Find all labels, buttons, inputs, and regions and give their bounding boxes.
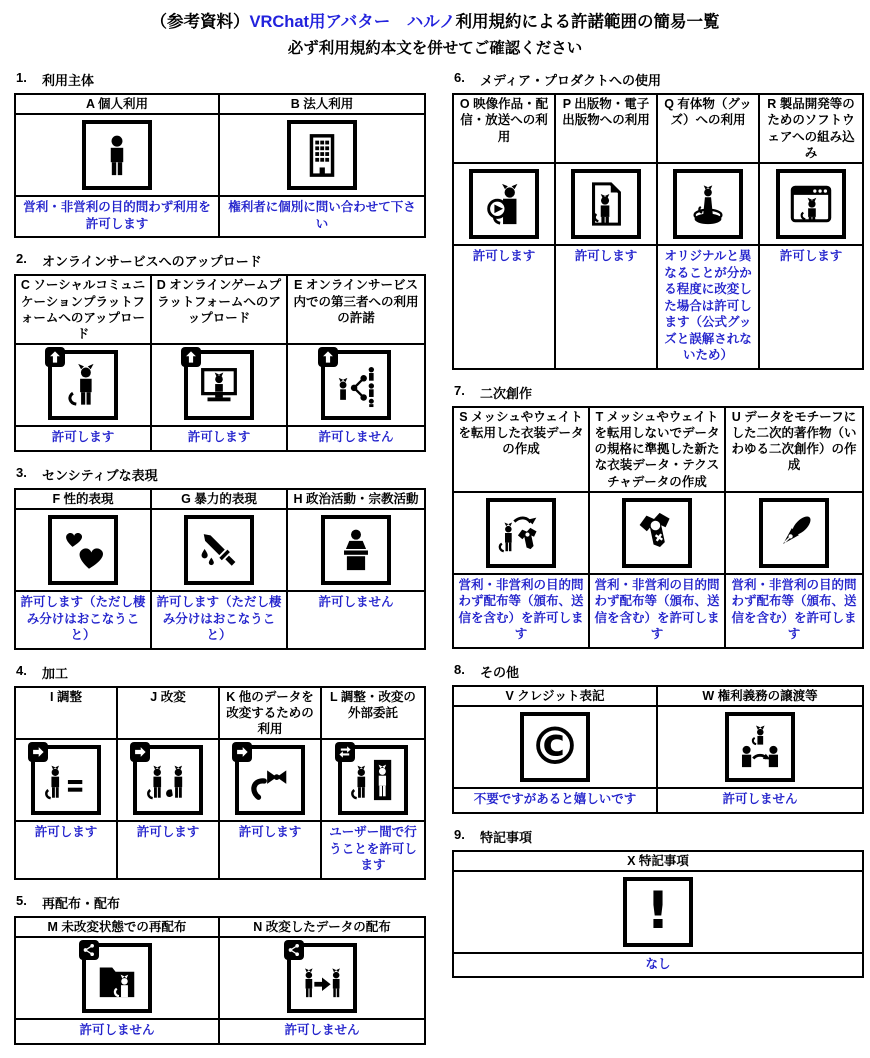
section-label: 利用主体 [42,73,95,88]
cell-a-icon-cell [16,115,220,197]
section-usage-subject [14,70,426,238]
section-special-notes [452,827,864,979]
section-modification [14,663,426,880]
section-heading [16,893,426,912]
upload-badge-icon [181,347,201,367]
cell-p-header: P 出版物・電子出版物への利用 [556,95,658,164]
section-number: 6. [454,70,465,85]
cell-e-result: 許可しません [318,430,394,445]
title-subtitle: 必ず利用規約本文を併せてご確認ください [287,40,583,57]
cell-j-result: 許可します [118,822,220,878]
cell-r-icon-cell [760,164,862,246]
building-icon [287,120,357,190]
cell-n-header: N 改変したデータの配布 [220,918,424,938]
cell-k-header: K 他のデータを改変するための利用 [220,688,322,741]
cell-b-result: 権利者に個別に問い合わせて下さい [228,200,416,231]
permission-table [14,93,426,238]
modify-arrow-badge-icon [232,742,252,762]
outsource-swap-badge-icon [335,742,355,762]
cell-v-header: V クレジット表記 [454,687,658,707]
share-badge-icon [79,940,99,960]
cell-m-icon-cell [16,938,220,1020]
cell-h-icon-cell [288,510,424,592]
cell-n-icon-cell [220,938,424,1020]
cell-f-icon-cell [16,510,152,592]
permission-table [14,916,426,1045]
section-derivative-works [452,383,864,649]
distribute-modified-icon [287,943,357,1013]
cell-v-icon-cell [454,707,658,789]
section-heading [16,465,426,484]
title-prefix: （参考資料） [150,13,250,31]
section-label: 加工 [42,665,69,681]
section-label: オンラインサービスへのアップロード [42,254,262,270]
modify-arrow-badge-icon [130,742,150,762]
cell-f-header: F 性的表現 [16,490,152,510]
cell-c-result: 許可します [16,427,152,450]
cell-g-result: 許可します（ただし棲み分けはおこなうこと） [152,592,288,648]
cell-t-icon-cell [590,493,726,575]
section-heading [16,663,426,682]
cell-q-header: Q 有体物（グッズ）への利用 [658,95,760,164]
section-label: その他 [480,664,520,680]
upload-social-icon [48,350,118,420]
cell-i-icon-cell [16,740,118,822]
two-column-layout [0,70,870,1058]
pen-icon [759,498,829,568]
costume-new-icon [622,498,692,568]
permission-table [14,488,426,650]
cell-d-result: 許可します [152,427,288,450]
cell-w-icon-cell [658,707,862,789]
cell-b-icon-cell [220,115,424,197]
cell-u-icon-cell [726,493,862,575]
exclamation-icon: ! [623,877,693,947]
permission-table [14,686,426,880]
section-heading [454,827,864,846]
cell-i-result: 許可します [16,822,118,878]
section-number: 8. [454,661,465,677]
section-online-upload [14,251,426,452]
section-heading [16,251,426,270]
section-number: 4. [16,662,27,678]
cell-p-result: 許可します [556,246,658,368]
cell-g-icon-cell [152,510,288,592]
permission-table [14,274,426,452]
adjust-icon [31,745,101,815]
cell-t-header: T メッシュやウェイトを転用しないでデータの規格に準拠した新たな衣装データ・テクスチャデータの作成 [590,408,726,493]
section-label: 二次創作 [480,385,533,401]
cell-p-icon-cell [556,164,658,246]
section-number: 5. [16,892,27,908]
cell-x-result: なし [645,956,671,971]
section-heading [454,662,864,681]
cell-l-header: L 調整・改変の外部委託 [322,688,424,741]
copyright-icon: © [520,712,590,782]
cell-h-header: H 政治活動・宗教活動 [288,490,424,510]
permission-table [452,93,864,370]
cell-m-result: 許可しません [16,1020,220,1043]
cell-d-icon-cell [152,345,288,427]
person-icon [82,120,152,190]
cell-f-result: 許可します（ただし棲み分けはおこなうこと） [16,592,152,648]
cell-r-header: R 製品開発等のためのソフトウェアへの組み込み [760,95,862,164]
cell-c-icon-cell [16,345,152,427]
cell-m-header: M 未改変状態での再配布 [16,918,220,938]
hearts-icon [48,515,118,585]
section-sensitive-expression [14,465,426,650]
cell-k-icon-cell [220,740,322,822]
cell-e-icon-cell [288,345,424,427]
cell-s-header: S メッシュやウェイトを転用した衣装データの作成 [454,408,590,493]
cell-j-header: J 改変 [118,688,220,741]
upload-third-party-icon [321,350,391,420]
right-column [452,70,864,991]
cell-q-icon-cell [658,164,760,246]
modify-arrow-badge-icon [28,742,48,762]
cell-a-header: A 個人利用 [16,95,220,115]
cell-n-result: 許可しません [284,1023,360,1037]
cell-u-header: U データをモチーフにした二次的著作物（いわゆる二次創作）の作成 [726,408,862,493]
publication-icon [571,169,641,239]
section-number: 3. [16,464,27,480]
title-suffix: 利用規約による許諾範囲の簡易一覧 [455,13,720,31]
transfer-rights-icon [725,712,795,782]
upload-game-icon [184,350,254,420]
permission-table [452,406,864,649]
costume-reuse-icon [486,498,556,568]
cell-q-result: オリジナルと異なることが分かる程度に改変した場合は許可します（公式グッズと誤解されないため） [658,246,760,368]
title-line1 [0,8,870,32]
section-label: 特記事項 [480,829,533,845]
cell-o-icon-cell [454,164,556,246]
cell-h-result: 許可しません [318,595,394,609]
cell-j-icon-cell [118,740,220,822]
video-icon [469,169,539,239]
cell-k-result: 許可します [220,822,322,878]
upload-badge-icon [45,347,65,367]
modify-other-data-icon [235,745,305,815]
cell-l-icon-cell [322,740,424,822]
cell-g-header: G 暴力的表現 [152,490,288,510]
section-label: メディア・プロダクトへの使用 [480,73,661,88]
cell-s-result: 営利・非営利の目的問わず配布等（頒布、送信を含む）を許可します [454,575,590,647]
modify-icon [133,745,203,815]
section-heading [16,70,426,89]
section-redistribution [14,893,426,1045]
section-number: 7. [454,382,465,398]
left-column [14,70,426,1058]
cell-b-header: B 法人利用 [220,95,424,115]
cell-e-header: E オンラインサービス内での第三者への利用の許諾 [288,276,424,345]
section-other [452,662,864,814]
section-heading [454,383,864,402]
cell-l-result: ユーザー間で行うことを許可します [329,825,417,873]
cell-o-result: 許可します [454,246,556,368]
redistribute-icon [82,943,152,1013]
cell-t-result: 営利・非営利の目的問わず配布等（頒布、送信を含む）を許可します [590,575,726,647]
section-media-product [452,70,864,370]
cell-w-result: 許可しません [722,792,798,806]
title-avatar-name: VRChat用アバター ハルノ [249,13,456,31]
cell-s-icon-cell [454,493,590,575]
outsource-icon [338,745,408,815]
cell-i-header: I 調整 [16,688,118,741]
permission-table [452,850,864,979]
section-number: 1. [16,70,27,85]
cell-o-header: O 映像作品・配信・放送への利用 [454,95,556,164]
cell-c-header: C ソーシャルコミュニケーションプラットフォームへのアップロード [16,276,152,345]
knife-icon [184,515,254,585]
share-badge-icon [284,940,304,960]
goods-figurine-icon [673,169,743,239]
cell-w-header: W 権利義務の譲渡等 [658,687,862,707]
cell-v-result: 不要ですがあると嬉しいです [454,789,658,812]
software-window-icon [776,169,846,239]
cell-x-header: X 特記事項 [454,852,862,872]
section-heading [454,70,864,89]
podium-icon [321,515,391,585]
permission-table [452,685,864,814]
cell-d-header: D オンラインゲームプラットフォームへのアップロード [152,276,288,345]
section-label: センシティブな表現 [42,467,158,483]
cell-u-result: 営利・非営利の目的問わず配布等（頒布、送信を含む）を許可します [731,577,857,642]
section-number: 9. [454,826,465,842]
cell-r-result: 許可します [779,249,843,263]
section-number: 2. [16,251,27,267]
document-title [0,0,870,58]
upload-badge-icon [318,347,338,367]
cell-a-result: 営利・非営利の目的問わず利用を許可します [16,197,220,236]
cell-x-icon-cell [454,872,862,954]
section-label: 再配布・配布 [42,895,121,911]
